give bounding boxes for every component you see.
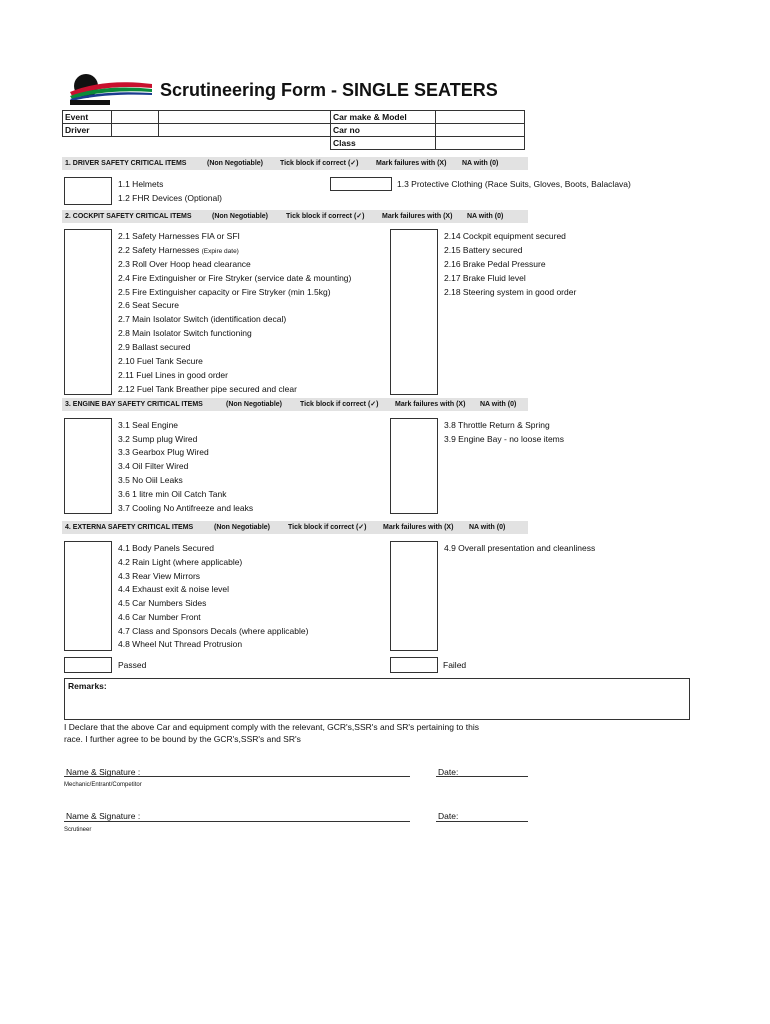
remarks-label: Remarks:: [68, 681, 107, 691]
section-2-checkbox-right[interactable]: [390, 229, 438, 395]
car-no-field[interactable]: [436, 124, 525, 137]
car-no-label: Car no: [331, 124, 436, 137]
failed-label: Failed: [443, 660, 467, 670]
section-4-na-label: NA with (0): [469, 524, 506, 531]
section-1-fail-label: Mark failures with (X): [376, 160, 447, 167]
section-3-fail-label: Mark failures with (X): [395, 401, 466, 408]
section-3-na-label: NA with (0): [480, 401, 517, 408]
passed-checkbox[interactable]: [64, 657, 112, 673]
signature-line-1[interactable]: [64, 776, 410, 777]
section-1-tick-label: Tick block if correct (✓): [280, 160, 359, 167]
section-3-title: 3. ENGINE BAY SAFETY CRITICAL ITEMS: [65, 401, 203, 408]
section-4-checkbox-right[interactable]: [390, 541, 438, 651]
section-2-fail-label: Mark failures with (X): [382, 213, 453, 220]
item-4-6: 4.6 Car Number Front: [118, 612, 201, 622]
section-1-checkbox-left[interactable]: [64, 177, 112, 205]
section-1-non-negotiable: (Non Negotiable): [207, 160, 263, 167]
section-1-title: 1. DRIVER SAFETY CRITICAL ITEMS: [65, 160, 187, 167]
declaration-line-2: race. I further agree to be bound by the GCR's,SSR's and SR's: [64, 734, 301, 744]
section-4-tick-label: Tick block if correct (✓): [288, 524, 367, 531]
passed-label: Passed: [118, 660, 147, 670]
item-2-4: 2.4 Fire Extinguisher or Fire Stryker (service date & mounting): [118, 273, 352, 283]
section-3-checkbox-right[interactable]: [390, 418, 438, 514]
car-make-field[interactable]: [436, 111, 525, 124]
item-1-2: 1.2 FHR Devices (Optional): [118, 193, 222, 203]
item-2-1: 2.1 Safety Harnesses FIA or SFI: [118, 231, 240, 241]
item-1-1: 1.1 Helmets: [118, 179, 164, 189]
item-3-6: 3.6 1 litre min Oil Catch Tank: [118, 489, 227, 499]
remarks-box[interactable]: [64, 678, 690, 720]
item-2-6: 2.6 Seat Secure: [118, 300, 179, 310]
header-table: [62, 110, 525, 150]
item-4-7: 4.7 Class and Sponsors Decals (where applicable): [118, 626, 309, 636]
section-4-title: 4. EXTERNA SAFETY CRITICAL ITEMS: [65, 524, 194, 531]
section-1-bar: [62, 157, 528, 170]
section-4-fail-label: Mark failures with (X): [383, 524, 454, 531]
section-2-tick-label: Tick block if correct (✓): [286, 213, 365, 220]
item-2-11: 2.11 Fuel Lines in good order: [118, 370, 228, 380]
driver-field-a[interactable]: [112, 124, 159, 137]
item-2-8: 2.8 Main Isolator Switch functioning: [118, 328, 252, 338]
event-field-a[interactable]: [112, 111, 159, 124]
item-2-15: 2.15 Battery secured: [444, 245, 523, 255]
item-2-9: 2.9 Ballast secured: [118, 342, 191, 352]
class-label: Class: [331, 137, 436, 150]
date-line-2[interactable]: [436, 821, 528, 822]
date-line-1[interactable]: [436, 776, 528, 777]
signature-label-2: Name & Signature :: [66, 811, 141, 821]
item-2-3: 2.3 Roll Over Hoop head clearance: [118, 259, 251, 269]
declaration-line-1: I Declare that the above Car and equipment comply with the relevant, GCR's,SSR's and SR's pertaining to this: [64, 722, 479, 732]
section-2-non-negotiable: (Non Negotiable): [212, 213, 268, 220]
item-3-4: 3.4 Oil Filter Wired: [118, 461, 189, 471]
item-2-7: 2.7 Main Isolator Switch (identification decal): [118, 314, 287, 324]
item-2-18: 2.18 Steering system in good order: [444, 287, 577, 297]
section-2-checkbox-left[interactable]: [64, 229, 112, 395]
item-3-8: 3.8 Throttle Return & Spring: [444, 420, 550, 430]
item-2-5: 2.5 Fire Extinguisher capacity or Fire Stryker (min 1.5kg): [118, 287, 331, 297]
driver-field-b[interactable]: [159, 124, 331, 137]
section-2-bar: [62, 210, 528, 223]
item-4-5: 4.5 Car Numbers Sides: [118, 598, 207, 608]
class-field[interactable]: [436, 137, 525, 150]
event-field-b[interactable]: [159, 111, 331, 124]
item-4-2: 4.2 Rain Light (where applicable): [118, 557, 243, 567]
item-4-1: 4.1 Body Panels Secured: [118, 543, 214, 553]
signature-label-1: Name & Signature :: [66, 767, 141, 777]
page-title: Scrutineering Form - SINGLE SEATERS: [160, 80, 498, 100]
item-3-5: 3.5 No Oiil Leaks: [118, 475, 183, 485]
item-3-2: 3.2 Sump plug Wired: [118, 434, 198, 444]
driver-label: Driver: [63, 124, 112, 137]
item-2-17: 2.17 Brake Fluid level: [444, 273, 526, 283]
item-2-14: 2.14 Cockpit equipment secured: [444, 231, 566, 241]
section-1-na-label: NA with (0): [462, 160, 499, 167]
section-3-tick-label: Tick block if correct (✓): [300, 401, 379, 408]
role-scrutineer: Scrutineer: [64, 827, 92, 833]
failed-checkbox[interactable]: [390, 657, 438, 673]
item-4-8: 4.8 Wheel Nut Thread Protrusion: [118, 639, 243, 649]
signature-line-2[interactable]: [64, 821, 410, 822]
item-4-3: 4.3 Rear View Mirrors: [118, 571, 201, 581]
item-2-16: 2.16 Brake Pedal Pressure: [444, 259, 546, 269]
section-2-na-label: NA with (0): [467, 213, 504, 220]
date-label-1: Date:: [438, 767, 459, 777]
section-4-bar: [62, 521, 528, 534]
date-label-2: Date:: [438, 811, 459, 821]
role-mechanic: Mechanic/Entrant/Competitor: [64, 782, 142, 788]
section-3-non-negotiable: (Non Negotiable): [226, 401, 282, 408]
item-3-1: 3.1 Seal Engine: [118, 420, 179, 430]
section-3-bar: [62, 398, 528, 411]
item-2-10: 2.10 Fuel Tank Secure: [118, 356, 203, 366]
car-make-label: Car make & Model: [331, 111, 436, 124]
section-4-non-negotiable: (Non Negotiable): [214, 524, 270, 531]
section-2-title: 2. COCKPIT SAFETY CRITICAL ITEMS: [65, 213, 192, 220]
item-4-9: 4.9 Overall presentation and cleanliness: [444, 543, 596, 553]
item-3-3: 3.3 Gearbox Plug Wired: [118, 447, 209, 457]
section-1-checkbox-right[interactable]: [330, 177, 392, 191]
item-2-12: 2.12 Fuel Tank Breather pipe secured and clear: [118, 384, 297, 394]
expire-date-note: (Expire date): [201, 248, 239, 255]
item-3-7: 3.7 Cooling No Antifreeze and leaks: [118, 503, 254, 513]
motorsport-logo: [64, 72, 154, 106]
item-3-9: 3.9 Engine Bay - no loose items: [444, 434, 565, 444]
section-4-checkbox-left[interactable]: [64, 541, 112, 651]
item-2-2: 2.2 Safety Harnesses (Expire date): [118, 245, 239, 255]
item-4-4: 4.4 Exhaust exit & noise level: [118, 584, 230, 594]
event-label: Event: [63, 111, 112, 124]
item-1-3: 1.3 Protective Clothing (Race Suits, Gloves, Boots, Balaclava): [397, 179, 631, 189]
section-3-checkbox-left[interactable]: [64, 418, 112, 514]
